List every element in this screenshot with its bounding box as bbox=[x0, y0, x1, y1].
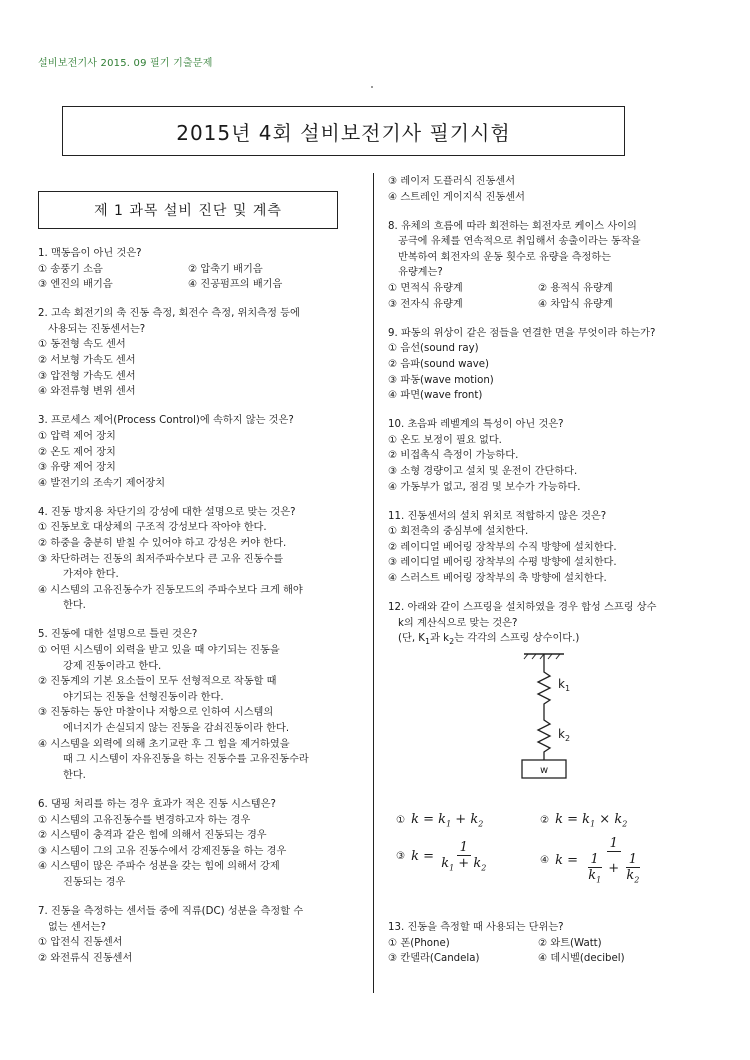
option: ④ 차압식 유량계 bbox=[538, 298, 613, 310]
option: ④ 파면(wave front) bbox=[388, 390, 483, 402]
option: ④ 스러스트 베어링 장착부의 축 방향에 설치한다. bbox=[388, 573, 607, 585]
question-stem: 사용되는 진동센서는? bbox=[48, 323, 146, 335]
option: ③ 압전형 가속도 센서 bbox=[38, 370, 136, 382]
option: ③ 소형 경량이고 설치 및 운전이 간단하다. bbox=[388, 466, 578, 477]
question-4 bbox=[38, 505, 360, 614]
spring-k2 bbox=[538, 712, 550, 760]
formula-option-2: ② $k = k_1 \times k_2$ bbox=[540, 812, 628, 829]
question-stem: 12. 아래와 같이 스프링을 설치하였을 경우 합성 스프링 상수 bbox=[388, 602, 657, 614]
question-stem: k의 계산식으로 맞는 것은? bbox=[398, 617, 518, 629]
label-k1: $k_1$ bbox=[558, 676, 571, 693]
dot-mark bbox=[371, 86, 373, 88]
option: ① 시스템의 고유진동수를 변경하고자 하는 경우 bbox=[38, 814, 251, 826]
formula-option-3: ③ k = $\frac{1}{k_1 + k_2}$ bbox=[396, 840, 487, 873]
option: ② 와전류식 진동센서 bbox=[38, 952, 133, 964]
question-stem: 반복하여 회전자의 운동 횟수로 유량을 측정하는 bbox=[398, 251, 612, 263]
question-stem: 9. 파동의 위상이 같은 점들을 연결한 면을 무엇이라 하는가? bbox=[388, 327, 656, 339]
option: ③ 전자식 유량계 bbox=[388, 298, 463, 310]
option: ① 온도 보정이 필요 없다. bbox=[388, 434, 502, 446]
right-column bbox=[388, 174, 720, 810]
option: ③ 진동하는 동안 마찰이나 저항으로 인하여 시스템의 bbox=[38, 707, 274, 719]
formula-option-1: ① $k = k_1 + k_2$ bbox=[396, 812, 484, 829]
question-11 bbox=[388, 509, 720, 587]
question-stem: 3. 프로세스 제어(Process Control)에 속하지 않는 것은? bbox=[38, 415, 294, 427]
option: ④ 시스템의 고유진동수가 진동모드의 주파수보다 크게 해야 bbox=[38, 584, 303, 596]
option: ④ 스트레인 게이지식 진동센서 bbox=[388, 191, 525, 203]
question-stem: 10. 초음파 레벨계의 특성이 아닌 것은? bbox=[388, 419, 564, 431]
option-continued: 가져야 한다. bbox=[63, 569, 119, 581]
question-10 bbox=[388, 417, 720, 495]
option-continued: 때 그 시스템이 자유진동을 하는 진동수를 고유진동수라 bbox=[63, 754, 309, 766]
option: ① 회전축의 중심부에 설치한다. bbox=[388, 526, 529, 538]
option: ③ 유량 제어 장치 bbox=[38, 462, 116, 474]
question-stem: 없는 센서는? bbox=[48, 921, 106, 933]
option: ② 온도 제어 장치 bbox=[38, 446, 116, 458]
option: ① 진동보호 대상체의 구조적 강성보다 작아야 한다. bbox=[38, 522, 267, 534]
question-stem: 8. 유체의 흐름에 따라 회전하는 회전자로 케이스 사이의 bbox=[388, 220, 637, 232]
page-header: 설비보전기사 2015. 09 필기 기출문제 bbox=[38, 58, 213, 69]
option: ① 압전식 진동센서 bbox=[38, 937, 123, 949]
question-note: (단, $K_1$과 $k_2$는 각각의 스프링 상수이다.) bbox=[398, 633, 580, 647]
option: ② 음파(sound wave) bbox=[388, 358, 490, 370]
option: ① 송풍기 소음 bbox=[38, 263, 103, 275]
question-stem: 7. 진동을 측정하는 센서들 중에 직류(DC) 성분을 측정할 수 bbox=[38, 905, 304, 917]
formula-option-4: ④ k = 1 $\frac{1}{k_1}$ + $\frac{1}{k_2}$ bbox=[540, 836, 640, 885]
question-2 bbox=[38, 306, 360, 400]
question-stem: 유량계는? bbox=[398, 267, 443, 279]
option: ④ 가동부가 없고, 점검 및 보수가 가능하다. bbox=[388, 481, 581, 493]
option: ③ 차단하려는 진동의 최저주파수보다 큰 고유 진동수를 bbox=[38, 553, 284, 565]
option: ④ 진공펌프의 배기음 bbox=[188, 279, 283, 291]
spring-k1 bbox=[538, 654, 550, 712]
option: ① 압력 제어 장치 bbox=[38, 430, 116, 442]
question-1 bbox=[38, 246, 360, 293]
label-k2: $k_2$ bbox=[558, 726, 571, 743]
question-7 bbox=[38, 904, 360, 966]
option-continued: 야기되는 진동을 선형진동이라 한다. bbox=[63, 691, 224, 703]
exam-title: 2015년 4회 설비보전기사 필기시험 bbox=[62, 106, 625, 156]
question-8 bbox=[388, 219, 720, 313]
option-continued: 강제 진동이라고 한다. bbox=[63, 660, 162, 672]
option: ① 폰(Phone) bbox=[388, 937, 450, 949]
question-3 bbox=[38, 413, 360, 491]
option: ② 시스템이 충격과 같은 힘에 의해서 진동되는 경우 bbox=[38, 830, 267, 842]
option: ① 음선(sound ray) bbox=[388, 343, 479, 355]
option: ④ 시스템이 많은 주파수 성분을 갖는 힘에 의해서 강제 bbox=[38, 861, 280, 873]
question-5 bbox=[38, 627, 360, 783]
option: ② 레이디얼 베어링 장착부의 수직 방향에 설치한다. bbox=[388, 541, 617, 553]
option-continued: 에너지가 손실되지 않는 진동을 감쇠진동이라 한다. bbox=[63, 723, 290, 735]
option: ① 동전형 속도 센서 bbox=[38, 339, 126, 351]
question-13 bbox=[388, 920, 720, 967]
option: ④ 데시벨(decibel) bbox=[538, 953, 625, 965]
question-stem: 4. 진동 방지용 차단기의 강성에 대한 설명으로 맞는 것은? bbox=[38, 506, 296, 518]
option: ③ 파동(wave motion) bbox=[388, 374, 494, 386]
question-7-continued bbox=[388, 174, 720, 205]
question-stem: 5. 진동에 대한 설명으로 틀린 것은? bbox=[38, 629, 198, 641]
question-stem: 1. 맥동음이 아닌 것은? bbox=[38, 248, 142, 259]
question-12 bbox=[388, 600, 720, 810]
option: ④ 시스템을 외력에 의해 초기교란 후 그 힘을 제거하였을 bbox=[38, 738, 290, 750]
label-w: w bbox=[540, 764, 549, 776]
option: ② 와트(Watt) bbox=[538, 937, 602, 949]
option: ① 면적식 유량계 bbox=[388, 283, 463, 295]
option: ③ 시스템이 그의 고유 진동수에서 강제진동을 하는 경우 bbox=[38, 845, 287, 857]
question-6 bbox=[38, 797, 360, 891]
option: ② 진동계의 기본 요소들이 모두 선형적으로 작동할 때 bbox=[38, 676, 277, 688]
column-divider bbox=[373, 173, 374, 993]
option: ③ 레이저 도플러식 진동센서 bbox=[388, 176, 516, 187]
option: ③ 칸델라(Candela) bbox=[388, 953, 480, 965]
series-springs-figure bbox=[388, 650, 720, 810]
question-stem: 6. 댐핑 처리를 하는 경우 효과가 적은 진동 시스템은? bbox=[38, 798, 276, 810]
option: ② 서보형 가속도 센서 bbox=[38, 355, 136, 367]
subject-title: 제 1 과목 설비 진단 및 계측 bbox=[38, 191, 338, 229]
question-stem: 13. 진동을 측정할 때 사용되는 단위는? bbox=[388, 922, 564, 933]
option: ② 비접촉식 측정이 가능하다. bbox=[388, 450, 519, 462]
left-column bbox=[38, 246, 360, 980]
option: ② 압축기 배기음 bbox=[188, 263, 263, 275]
option-continued: 한다. bbox=[63, 600, 86, 612]
option-continued: 한다. bbox=[63, 769, 86, 781]
option: ② 용적식 유량계 bbox=[538, 283, 613, 295]
question-stem: 공극에 유체를 연속적으로 취입해서 송출이라는 동작을 bbox=[398, 236, 641, 248]
spring-diagram bbox=[388, 650, 720, 810]
option: ④ 발전기의 조속기 제어장치 bbox=[38, 477, 166, 489]
option-continued: 진동되는 경우 bbox=[63, 876, 126, 888]
question-9 bbox=[388, 326, 720, 404]
question-stem: 11. 진동센서의 설치 위치로 적합하지 않은 것은? bbox=[388, 510, 607, 522]
option: ① 어떤 시스템이 외력을 받고 있을 때 야기되는 진동을 bbox=[38, 645, 280, 657]
option: ④ 와전류형 변위 센서 bbox=[38, 386, 136, 398]
question-stem: 2. 고속 회전기의 축 진동 측정, 회전수 측정, 위치측정 등에 bbox=[38, 308, 300, 320]
option: ② 하중을 충분히 받칠 수 있어야 하고 강성은 커야 한다. bbox=[38, 538, 287, 549]
option: ③ 엔진의 배기음 bbox=[38, 279, 113, 291]
option: ③ 레이디얼 베어링 장착부의 수평 방향에 설치한다. bbox=[388, 557, 617, 569]
